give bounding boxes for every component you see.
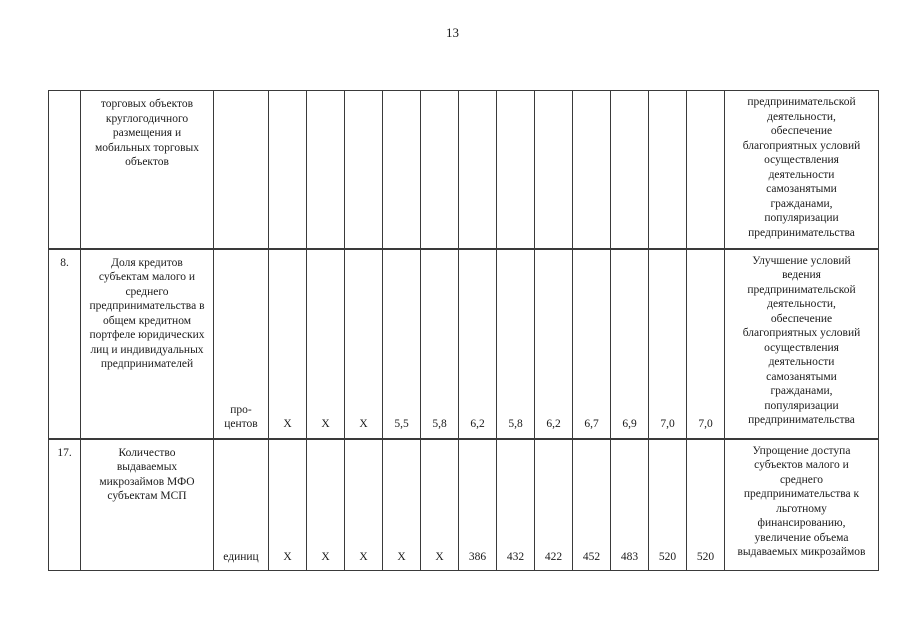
value-cell: 520 (687, 439, 725, 571)
value-cell: 6,2 (535, 249, 573, 439)
value-cell: 432 (497, 439, 535, 571)
table-row (49, 91, 879, 249)
value-cell: 6,7 (573, 249, 611, 439)
value-cell (383, 91, 421, 249)
row-number: 8. (49, 249, 81, 439)
value-cell: 520 (649, 439, 687, 571)
value-cell: 5,8 (421, 249, 459, 439)
value-cell: 386 (459, 439, 497, 571)
value-cell: Х (307, 249, 345, 439)
value-cell: 422 (535, 439, 573, 571)
value-cell (611, 91, 649, 249)
indicator-name: Доля кредитов субъектам малого и среднего предпринимательства в общем кредитном портфеле юридических лиц и индивидуальных предпринимателей (81, 249, 214, 439)
value-cell: 5,8 (497, 249, 535, 439)
value-cell: Х (345, 439, 383, 571)
indicators-table (48, 90, 879, 571)
value-cell (649, 91, 687, 249)
value-cell: Х (383, 439, 421, 571)
value-cell: Х (269, 249, 307, 439)
table-row (49, 439, 879, 571)
value-cell: 452 (573, 439, 611, 571)
goal-description: предпринимательской деятельности, обеспечение благоприятных условий осуществления деятельности самозанятыми гражданами, популяризации предпринимательства (725, 91, 879, 249)
value-cell (421, 91, 459, 249)
unit-cell: единиц (214, 439, 269, 571)
value-cell: Х (421, 439, 459, 571)
value-cell (307, 91, 345, 249)
value-cell (535, 91, 573, 249)
value-cell: Х (269, 439, 307, 571)
value-cell: 6,9 (611, 249, 649, 439)
value-cell (497, 91, 535, 249)
value-cell (573, 91, 611, 249)
goal-description: Упрощение доступа субъектов малого и среднего предпринимательства к льготному финансированию, увеличение объема выдаваемых микрозаймов (725, 439, 879, 571)
value-cell: Х (307, 439, 345, 571)
value-cell: 7,0 (687, 249, 725, 439)
unit-cell (214, 91, 269, 249)
value-cell (345, 91, 383, 249)
table-row (49, 249, 879, 439)
value-cell (269, 91, 307, 249)
indicator-name: Количество выдаваемых микрозаймов МФО субъектам МСП (81, 439, 214, 571)
value-cell: 6,2 (459, 249, 497, 439)
value-cell (687, 91, 725, 249)
unit-cell: про- центов (214, 249, 269, 439)
value-cell: 483 (611, 439, 649, 571)
value-cell (459, 91, 497, 249)
row-number (49, 91, 81, 249)
value-cell: 5,5 (383, 249, 421, 439)
row-number: 17. (49, 439, 81, 571)
value-cell: 7,0 (649, 249, 687, 439)
page-number: 13 (446, 25, 459, 40)
goal-description: Улучшение условий ведения предпринимательской деятельности, обеспечение благоприятных условий осуществления деятельности самозанятыми гражданами, популяризации предпринимательства (725, 249, 879, 439)
indicator-name: торговых объектов круглогодичного размещения и мобильных торговых объектов (81, 91, 214, 249)
value-cell: Х (345, 249, 383, 439)
